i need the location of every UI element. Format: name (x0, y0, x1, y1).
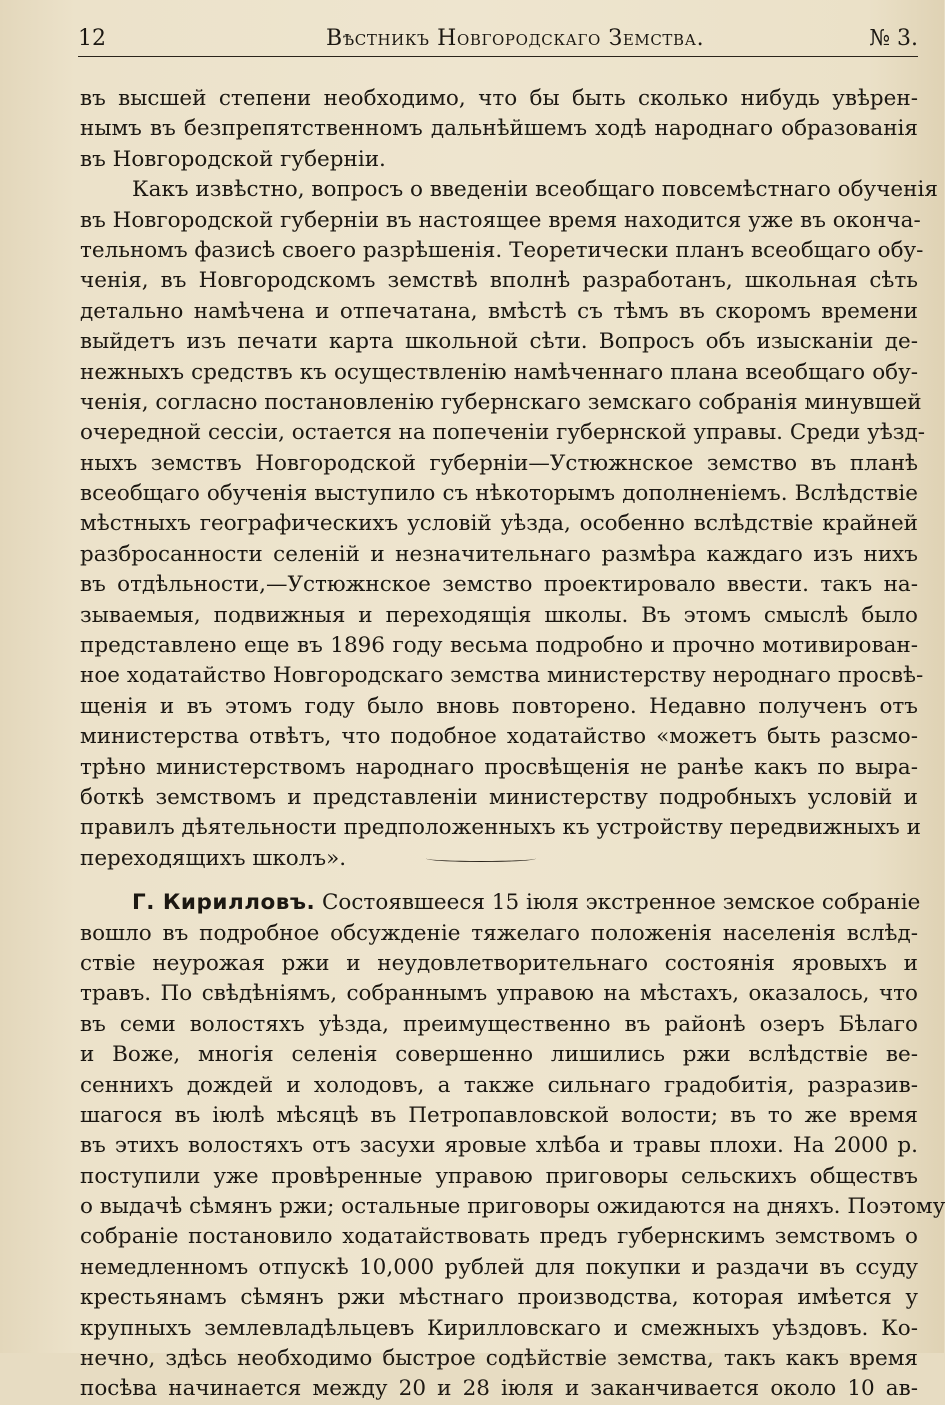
text-line-final (80, 844, 918, 874)
text-line: боткѣ земствомъ и представленіи министерству подробныхъ условій и (80, 784, 918, 810)
section-heading-city: Г. Кирилловъ. (132, 890, 316, 916)
text-line: крупныхъ землевладѣльцевъ Кирилловскаго и смежныхъ уѣздовъ. Ко- (80, 1315, 918, 1341)
text-line: нечно, здѣсь необходимо быстрое содѣйствіе земства, такъ какъ время (80, 1346, 918, 1372)
text-line: правилъ дѣятельности предположенныхъ къ устройству передвижныхъ и (80, 815, 921, 841)
text-line: тельномъ фазисѣ своего разрѣшенія. Теоретически планъ всеобщаго обу- (80, 237, 924, 263)
text-line: поступили уже провѣренные управою приговоры сельскихъ обществъ (80, 1163, 918, 1189)
text-line: шагося въ іюлѣ мѣсяцѣ въ Петропавловской волости; въ то же время (80, 1102, 918, 1128)
journal-title: Вѣстникъ Новгородскаго Земства. (326, 26, 705, 51)
section-gap (80, 874, 918, 888)
text-line: въ высшей степени необходимо, что бы быть сколько нибудь увѣрен- (80, 86, 918, 111)
text-line: очередной сессіи, остается на попеченіи губернской управы. Среди уѣзд- (80, 420, 926, 446)
text-line: разбросанности селеній и незначительнаго размѣра каждаго изъ нихъ (80, 541, 918, 567)
text-line: въ семи волостяхъ уѣзда, преимущественно въ районѣ озеръ Бѣлаго (80, 1011, 918, 1037)
text-line: ное ходатайство Новгородскаго земства министерству нероднаго просвѣ- (80, 663, 924, 689)
text-line: всеобщаго обученія выступило съ нѣкоторымъ дополненіемъ. Вслѣдствіе (80, 481, 918, 507)
text-line: крестьянамъ сѣмянъ ржи мѣстнаго производства, которая имѣется у (80, 1285, 918, 1311)
text-line: ствіе неурожая ржи и неудовлетворительнаго состоянія яровыхъ и (80, 950, 918, 976)
text-line: въ отдѣльности,—Устюжнское земство проектировало ввести. такъ на- (80, 572, 918, 598)
text-line: мѣстныхъ географическихъ условій уѣзда, особенно вслѣдствіе крайней (80, 511, 918, 537)
text-line: немедленномъ отпускѣ 10,000 рублей для покупки и раздачи въ ссуду (80, 1254, 918, 1280)
section-lead-text: Состоявшееся 15 іюля экстренное земское собраніе (321, 890, 921, 916)
article-body (80, 84, 945, 1405)
page-number: 12 (78, 26, 106, 51)
text-line: ченія, согласно постановленію губернскаго земскаго собранія минувшей (80, 389, 922, 415)
text-line: трѣно министерствомъ народнаго просвѣщенія не ранѣе какъ по выра- (80, 754, 918, 780)
text-line: и Воже, многія селенія совершенно лишились ржи вслѣдствіе ве- (80, 1042, 918, 1068)
text-line: нымъ въ безпрепятственномъ дальнѣйшемъ ходѣ народнаго образованія (80, 116, 918, 142)
text-line: выйдетъ изъ печати карта школьной сѣти. Вопросъ объ изысканіи де- (80, 329, 918, 355)
text-line: представлено еще въ 1896 году весьма подробно и прочно мотивирован- (80, 633, 918, 659)
text-line: ныхъ земствъ Новгородской губерніи—Устюжнское земство въ планѣ (80, 450, 918, 476)
text-line-final-content: переходящихъ школъ». (80, 845, 347, 871)
text-line: въ Новгородской губерніи. (80, 146, 386, 172)
text-line: Какъ извѣстно, вопросъ о введеніи всеобщаго повсемѣстнаго обученія (132, 177, 938, 203)
text-line: въ этихъ волостяхъ отъ засухи яровые хлѣба и травы плохи. На 2000 р. (80, 1133, 918, 1159)
text-line: въ Новгородской губерніи въ настоящее время находится уже въ оконча- (80, 207, 921, 233)
section-divider-flourish (426, 855, 536, 862)
text-line: сеннихъ дождей и холодовъ, а также сильнаго градобитія, разразив- (80, 1072, 918, 1098)
text-line: нежныхъ средствъ къ осуществленію намѣченнаго плана всеобщаго обу- (80, 359, 918, 385)
section-lead-line (80, 888, 921, 918)
text-line: щенія и въ этомъ году было вновь повторено. Недавно полученъ отъ (80, 693, 918, 719)
text-line: вошло въ подробное обсужденіе тяжелаго положенія населенія вслѣд- (80, 920, 918, 946)
text-line: о выдачѣ сѣмянъ ржи; остальные приговоры ожидаются на дняхъ. Поэтому (80, 1194, 945, 1220)
text-line: посѣва начинается между 20 и 28 іюля и заканчивается около 10 ав- (80, 1376, 918, 1402)
text-line: травъ. По свѣдѣніямъ, собраннымъ управою на мѣстахъ, оказалось, что (80, 981, 918, 1007)
text-line: ченія, въ Новгородскомъ земствѣ вполнѣ разработанъ, школьная сѣть (80, 268, 918, 294)
text-line: зываемыя, подвижныя и переходящія школы. Въ этомъ смыслѣ было (80, 602, 918, 628)
text-line: собраніе постановило ходатайствовать предъ губернскимъ земствомъ о (80, 1224, 918, 1250)
text-line: детально намѣчена и отпечатана, вмѣстѣ съ тѣмъ въ скоромъ времени (80, 298, 918, 324)
issue-number: № 3. (869, 26, 918, 51)
running-header (78, 26, 918, 57)
text-line: министерства отвѣтъ, что подобное ходатайство «можетъ быть разсмо- (80, 724, 918, 750)
